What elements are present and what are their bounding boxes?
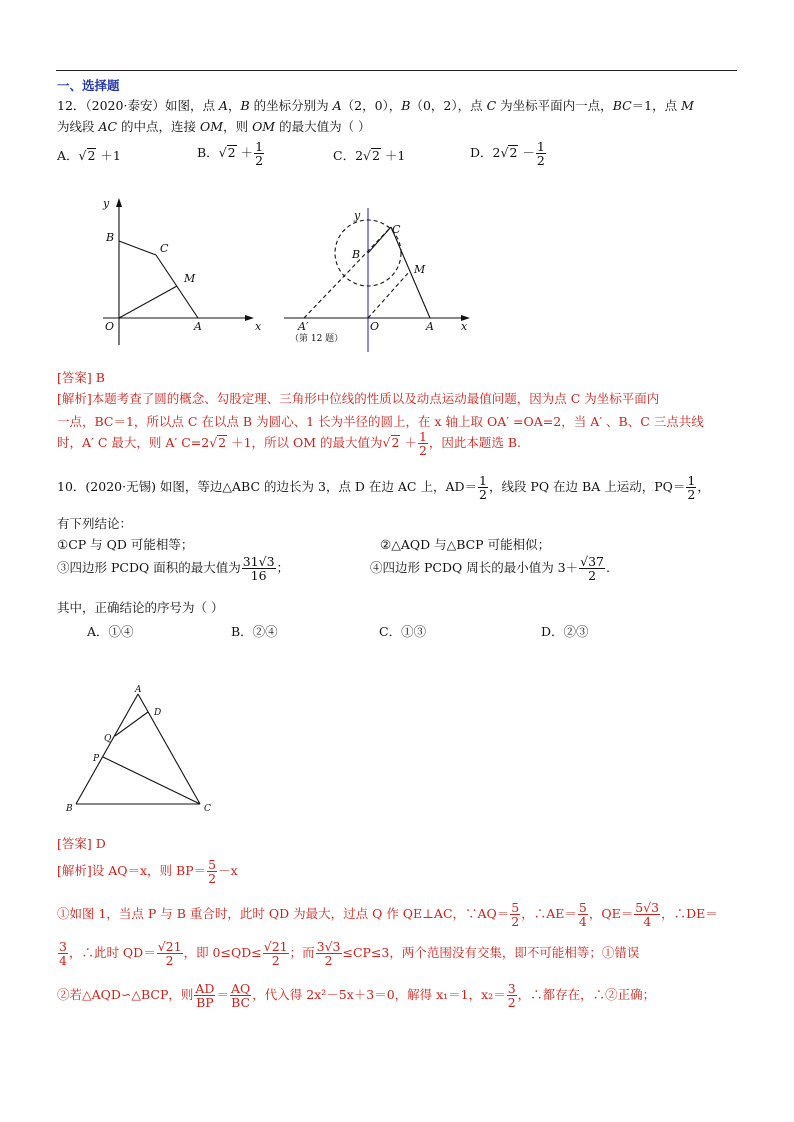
numerator: √21	[263, 939, 288, 954]
fraction	[478, 474, 488, 501]
analysis-text: ①如图 1，当点 P 与 B 重合时，此时 QD 为最大，过点 Q 作 QE⊥AC，∵AQ＝	[57, 906, 510, 921]
radicand: 2	[227, 145, 236, 160]
label-b: B	[106, 231, 115, 244]
label-c: C	[160, 242, 169, 255]
analysis-text: ≤CP≤3，两个范围没有交集，即不可能相等；①错误	[342, 945, 640, 960]
conclusion-text: ③四边形 PCDQ 面积的最大值为	[57, 560, 241, 575]
conclusion-text: ④四边形 PCDQ 周长的最小值为 3＋	[370, 560, 579, 575]
denominator: 4	[643, 914, 652, 929]
q12-point-b: B	[240, 98, 250, 113]
q10-option-a[interactable]: A．①④	[87, 624, 134, 639]
q10-conclusion-3	[57, 555, 289, 582]
q12-point-c: C	[486, 98, 497, 113]
option-label: C．2	[333, 148, 364, 163]
q12-analysis-line2: 一点，BC＝1，所以点 C 在以点 B 为圆心、1 长为半径的圆上，在 x 轴上取 OA′ =OA=2，当 A′ 、B、C 三点共线	[57, 414, 704, 429]
label-d: D	[154, 708, 162, 718]
label-o: O	[105, 320, 115, 333]
denominator: 16	[250, 568, 267, 583]
numerator: 1	[479, 473, 487, 488]
denominator: BP	[196, 995, 214, 1010]
fraction	[194, 982, 215, 1009]
denominator: 2	[271, 953, 280, 968]
fraction	[510, 901, 520, 928]
analysis-text: ，∴DE＝	[661, 906, 718, 921]
radicand: 2	[391, 435, 400, 450]
denominator: 4	[578, 914, 587, 929]
q12-text: 的中点，连接	[117, 119, 201, 134]
fraction	[418, 430, 428, 457]
q12-option-c[interactable]: C．2√2 ＋1	[333, 148, 406, 163]
q10-stem-line1	[57, 474, 710, 501]
label-p: P	[93, 754, 100, 764]
y-axis-arrow	[116, 198, 122, 207]
option-text: ＋	[236, 145, 254, 160]
q10-ask: 其中，正确结论的序号为（ ）	[57, 600, 224, 615]
option-label: D．2	[470, 145, 501, 160]
fraction	[536, 140, 546, 167]
denominator: 4	[59, 953, 67, 968]
q12-text: 12．（2020·泰安）如图，点	[57, 98, 219, 113]
q10-conclusion-1: ①CP 与 QD 可能相等；	[57, 537, 194, 552]
denominator: 2	[536, 153, 545, 168]
analysis-text: 时，A′ C 最大，则 A′ C=2	[57, 435, 210, 450]
label-c: C	[204, 804, 211, 812]
q12-option-a[interactable]: A．√2 ＋1	[57, 148, 121, 163]
q12-text: （0，2），点	[410, 98, 487, 113]
fraction	[207, 858, 217, 885]
option-label: B．	[197, 145, 219, 160]
q10-text: ，	[697, 479, 710, 494]
q12-segment-om: OM	[200, 119, 224, 134]
fraction	[157, 940, 183, 967]
numerator: 31√3	[242, 554, 275, 569]
analysis-text: ，∴AE＝	[521, 906, 577, 921]
side-ac	[138, 694, 200, 804]
analysis-text: ＝	[216, 987, 229, 1002]
q12-segment-bc: BC	[612, 98, 632, 113]
q10-analysis-line1	[57, 858, 238, 885]
analysis-text: ②若△AQD∽△BCP，则	[57, 987, 194, 1002]
numerator: √37	[580, 554, 604, 569]
numerator: 5	[208, 857, 217, 872]
q10-analysis-line3	[57, 940, 639, 967]
analysis-text: ，QE＝	[588, 906, 634, 921]
q12-text: 的坐标分别为	[249, 98, 333, 113]
q12-text: 为坐标平面内一点，	[496, 98, 613, 113]
label-y: y	[354, 209, 361, 222]
analysis-text: ；而	[289, 945, 315, 960]
numerator: 1	[536, 139, 545, 154]
q12-text: ，则	[223, 119, 253, 134]
numerator: 3	[59, 939, 67, 954]
q12-answer: [答案] B	[57, 370, 105, 385]
label-b: B	[66, 804, 73, 812]
q10-option-b[interactable]: B．②④	[231, 624, 278, 639]
q12-option-d[interactable]: D．2√2 － $\frac{1}{2}$	[470, 139, 545, 168]
segment-om	[119, 286, 177, 318]
analysis-text: ，∴此时 QD＝	[68, 945, 156, 960]
q10-analysis-line2	[57, 901, 718, 928]
q12-stem-line1	[57, 96, 694, 114]
segment-qd	[115, 712, 148, 736]
fraction	[686, 474, 696, 501]
fraction	[634, 901, 660, 928]
numerator: 5	[511, 900, 520, 915]
numerator: 5	[578, 900, 587, 915]
segment-bc	[368, 227, 391, 253]
numerator: 3	[507, 981, 516, 996]
q12-segment-om: OM	[252, 119, 276, 134]
q10-answer: [答案] D	[57, 836, 106, 851]
section-title: 一、选择题	[57, 78, 120, 93]
label-m: M	[184, 272, 196, 285]
q10-text: 10．(2020·无锡) 如图，等边△ABC 的边长为 3，点 D 在边 AC 上，AD＝	[57, 479, 477, 494]
fraction	[507, 982, 517, 1009]
option-text: ＋1	[380, 148, 406, 163]
option-text: ＋1	[96, 148, 121, 163]
label-x: x	[255, 320, 262, 333]
analysis-text: ＋1，所以 OM 的最大值为	[227, 435, 383, 450]
q12-figure-1	[88, 195, 268, 355]
label-m: M	[414, 263, 426, 276]
q12-text: ＝1，点	[631, 98, 682, 113]
q12-text: ，	[227, 98, 241, 113]
option-text: －	[518, 145, 535, 160]
denominator: BC	[231, 995, 251, 1010]
denominator: 2	[208, 871, 217, 886]
segment-a-prime-c	[304, 227, 391, 318]
label-o: O	[370, 320, 380, 333]
q12-segment-ac: AC	[98, 119, 118, 134]
fraction	[242, 555, 276, 582]
denominator: 2	[588, 568, 597, 583]
segment-bc	[119, 241, 156, 255]
q12-point-a: A	[218, 98, 228, 113]
label-a-prime: A′	[298, 320, 309, 333]
figure-caption: （第 12 题）	[290, 334, 344, 344]
denominator: 2	[255, 153, 264, 168]
label-c: C	[392, 223, 401, 236]
denominator: 2	[687, 487, 696, 502]
analysis-text: ＋	[400, 435, 417, 450]
q12-figure-2	[276, 200, 486, 355]
option-label: A．	[57, 148, 79, 163]
label-x: x	[461, 320, 468, 333]
side-ab	[76, 694, 138, 804]
analysis-text: ，因此本题选 B.	[428, 435, 522, 450]
denominator: 2	[324, 953, 333, 968]
numerator: 1	[687, 473, 696, 488]
analysis-text: [解析]设 AQ＝x，则 BP＝	[57, 863, 207, 878]
numerator: 1	[255, 139, 264, 154]
radicand: 2	[87, 148, 96, 163]
q12-option-b[interactable]: B．√2 ＋ $\frac{1}{2}$	[197, 139, 264, 168]
analysis-text: －x	[218, 863, 238, 878]
label-a: A	[135, 685, 142, 695]
q12-point-a: A	[332, 98, 342, 113]
x-axis-arrow	[245, 315, 254, 321]
q10-text: ，线段 PQ 在边 BA 上运动，PQ＝	[488, 479, 686, 494]
fraction	[254, 140, 264, 167]
denominator: 2	[511, 914, 520, 929]
fraction	[230, 982, 251, 1009]
fraction	[263, 940, 289, 967]
numerator: √21	[157, 939, 182, 954]
conclusion-text: .	[606, 560, 610, 575]
q12-analysis-line3: 时，A′ C 最大，则 A′ C=2√2 ＋1，所以 OM 的最大值为√2 ＋ $\frac{1}{2}$ ，因此本题选 B.	[57, 429, 522, 458]
numerator: 5√3	[635, 900, 660, 915]
fraction	[578, 901, 588, 928]
q10-option-c[interactable]: C．①③	[379, 624, 427, 639]
denominator: 2	[165, 953, 174, 968]
q12-analysis-line1: [解析]本题考查了圆的概念、勾股定理、三角形中位线的性质以及动点运动最值问题，因为点 C 为坐标平面内	[57, 391, 660, 406]
analysis-text: ，∴都存在，∴②正确；	[517, 987, 656, 1002]
fraction	[579, 555, 605, 582]
label-a: A	[426, 320, 434, 333]
numerator: AD	[195, 981, 215, 996]
radicand: 2	[218, 435, 227, 450]
numerator: 1	[418, 429, 427, 444]
q10-option-d[interactable]: D．②③	[541, 624, 589, 639]
label-y: y	[103, 197, 110, 210]
numerator: AQ	[230, 981, 251, 996]
q10-analysis-line4	[57, 982, 655, 1009]
fraction	[316, 940, 342, 967]
top-rule	[56, 70, 737, 71]
q12-text: 的最大值为（ ）	[275, 119, 371, 134]
q12-text: （2，0），	[341, 98, 402, 113]
label-b: B	[352, 248, 361, 261]
label-a: A	[194, 320, 202, 333]
conclusion-text: ；	[276, 560, 290, 575]
denominator: 2	[418, 443, 427, 458]
q10-stem-line2: 有下列结论：	[57, 516, 133, 531]
fraction	[58, 940, 68, 967]
q10-conclusion-4	[370, 555, 610, 582]
denominator: 2	[479, 487, 487, 502]
radicand: 2	[509, 145, 518, 160]
numerator: 3√3	[316, 939, 341, 954]
q12-text: 为线段	[57, 119, 99, 134]
q12-stem-line2	[57, 117, 371, 135]
radicand: 2	[372, 148, 380, 163]
q10-conclusion-2: ②△AQD 与△BCP 可能相似；	[380, 537, 551, 552]
analysis-text: ，代入得 2x²－5x＋3＝0，解得 x₁＝1，x₂＝	[252, 987, 506, 1002]
analysis-text: ，即 0≤QD≤	[183, 945, 262, 960]
q12-point-b: B	[401, 98, 411, 113]
label-q: Q	[104, 734, 112, 744]
q12-point-m: M	[681, 98, 694, 113]
q10-figure	[62, 682, 227, 812]
segment-pc	[103, 757, 200, 804]
denominator: 2	[507, 995, 516, 1010]
